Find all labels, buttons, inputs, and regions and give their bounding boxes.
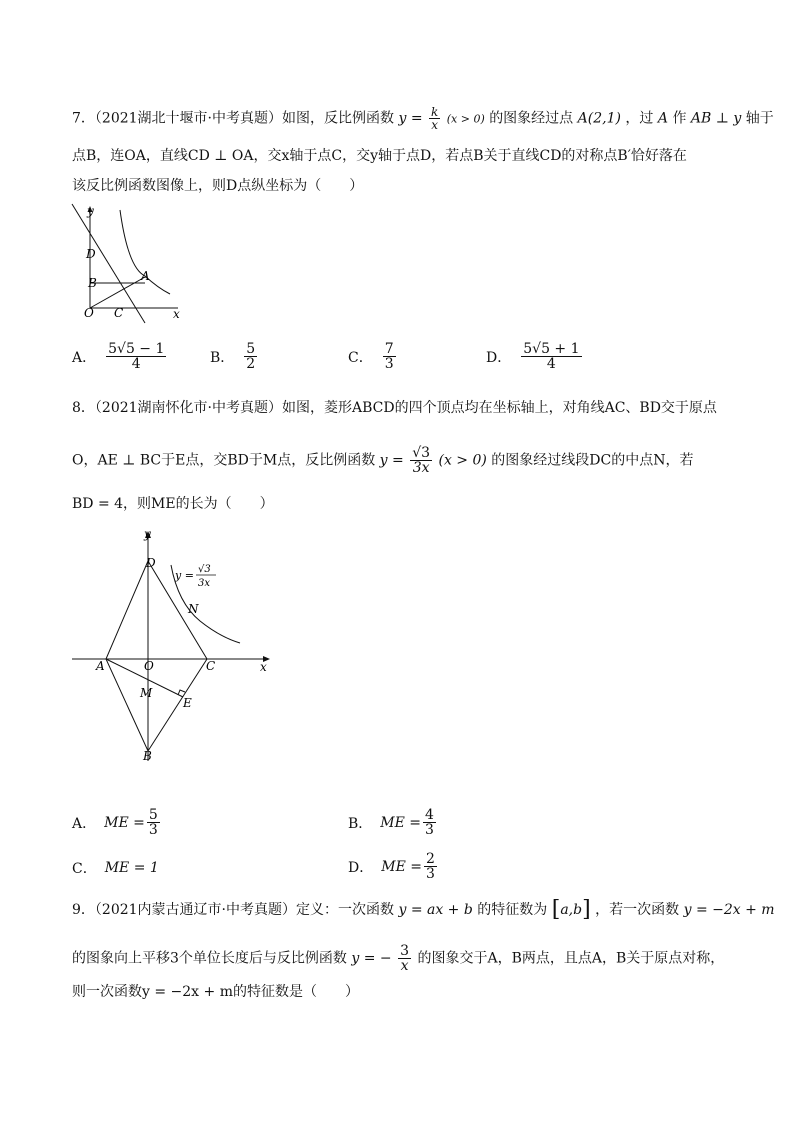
q7-option-b-fraction: [244, 342, 257, 371]
q8-label-o: O: [144, 659, 154, 673]
q7-option-a-num: 5√5 − 1: [108, 341, 165, 357]
q8-label-b: B: [143, 749, 152, 763]
q7-label-y: y: [87, 204, 94, 218]
q8-fraction-numerator: √3: [412, 445, 431, 461]
q8-option-d-prefix: ME =: [381, 858, 422, 875]
q9-linear-function: y = ax + b: [398, 902, 473, 918]
q7-stem-text: 7．（2021湖北十堰市·中考真题）如图，反比例函数: [72, 110, 394, 127]
q7-option-d-fraction: [521, 342, 581, 371]
q7-line-3: 该反比例函数图像上，则D点纵坐标为（ ）: [72, 178, 364, 194]
q8-option-c-label: C．: [72, 861, 97, 877]
q7-point-label: A: [657, 110, 668, 127]
q7-label-d: D: [86, 247, 96, 261]
q7-stem-text-2: 的图象经过点: [489, 110, 574, 127]
q7-function-fraction: [429, 106, 440, 131]
q7-label-c: C: [114, 306, 124, 320]
q8-option-a-den: 3: [148, 822, 158, 838]
q8-option-a[interactable]: [72, 808, 162, 837]
q8-function-fraction: [410, 446, 432, 475]
q8-function-label: y =: [175, 569, 194, 582]
q8-option-b-fraction: [423, 808, 436, 837]
q9-linear-function-2: y = −2x + m: [683, 902, 775, 918]
q8-label-c: C: [206, 659, 216, 673]
q7-option-b[interactable]: [210, 342, 259, 371]
q7-option-d-label: D．: [486, 349, 512, 366]
q8-option-b-num: 4: [425, 807, 434, 823]
q8-label-x: x: [260, 660, 267, 674]
q7-option-c[interactable]: [348, 342, 398, 371]
q7-line-2: 点B，连OA，直线CD ⊥ OA，交x轴于点C，交y轴于点D，若点B关于直线CD的对称点B′恰好落在: [72, 148, 687, 164]
q9-stem-text: 9．（2021内蒙古通辽市·中考真题）定义：一次函数: [72, 902, 394, 918]
q9-inverse-function: y = −: [351, 950, 392, 967]
q7-stem-text-3: ，过: [625, 110, 654, 127]
q8-stem-text-2: 的图象经过线段DC的中点N，若: [491, 452, 694, 469]
q7-option-c-fraction: [383, 342, 396, 371]
q8-label-m: M: [140, 686, 153, 700]
q8-domain-condition: (x > 0): [438, 452, 487, 469]
q7-option-a-fraction: [106, 342, 166, 371]
q8-option-a-num: 5: [148, 807, 158, 823]
q7-line-1: [72, 106, 774, 131]
q8-option-a-fraction: [147, 808, 160, 837]
q7-label-a: A: [141, 269, 150, 283]
q7-fraction-denominator: x: [431, 118, 439, 132]
q7-point-a: A(2,1): [577, 110, 621, 127]
q8-option-d-label: D．: [348, 859, 374, 876]
q7-option-c-den: 3: [384, 356, 394, 372]
q7-label-o: O: [84, 306, 94, 320]
q8-option-d[interactable]: [348, 852, 439, 881]
q7-option-c-num: 7: [384, 341, 394, 357]
q9-fraction-numerator: 3: [400, 943, 410, 959]
q7-graph: [70, 200, 200, 325]
q7-perp-expression: AB ⊥ y: [690, 110, 742, 127]
q8-label-y: y: [144, 527, 151, 541]
q7-option-b-den: 2: [246, 356, 256, 372]
q7-function-lhs: y =: [398, 110, 423, 127]
q9-feature-bracket-right: ]: [582, 897, 591, 922]
q8-rhombus: [106, 561, 207, 751]
q8-option-d-num: 2: [425, 851, 435, 867]
q9-stem-text-4: 的图象向上平移3个单位长度后与反比例函数: [72, 950, 347, 967]
q7-option-d-num: 5√5 + 1: [523, 341, 580, 357]
q8-option-a-label: A．: [72, 815, 97, 832]
q8-label-d: D: [146, 556, 156, 570]
q8-function-label-den: 3x: [198, 578, 211, 589]
q9-feature-bracket-left: [: [551, 897, 561, 922]
q7-domain-condition: (x > 0): [446, 112, 485, 126]
q7-stem-text-5: 轴于: [745, 110, 774, 127]
q7-stem-text-4: 作: [672, 110, 687, 127]
q8-option-b[interactable]: [348, 808, 438, 837]
q7-option-a-label: A．: [72, 349, 97, 366]
q7-option-b-label: B．: [210, 349, 235, 366]
q8-line-1: 8．（2021湖南怀化市·中考真题）如图，菱形ABCD的四个顶点均在坐标轴上，对角线AC、BD交于原点: [72, 400, 717, 416]
q8-fraction-denominator: 3x: [412, 460, 430, 476]
q8-option-d-den: 3: [425, 866, 435, 882]
q7-option-a-den: 4: [131, 356, 141, 372]
q7-label-x: x: [173, 307, 180, 321]
q8-stem-text: O，AE ⊥ BC于E点，交BD于M点，反比例函数: [72, 452, 376, 469]
q8-label-n: N: [188, 602, 199, 616]
q9-stem-text-5: 的图象交于A，B两点，且点A，B关于原点对称，: [417, 950, 725, 967]
q7-option-b-num: 5: [246, 341, 256, 357]
q8-option-a-prefix: ME =: [104, 814, 145, 831]
q7-option-a[interactable]: [72, 342, 168, 371]
q9-stem-text-2: 的特征数为: [477, 902, 548, 918]
q8-label-a: A: [96, 659, 105, 673]
q8-line-2: [72, 446, 693, 475]
q8-label-e: E: [183, 696, 192, 710]
q7-option-d-den: 4: [546, 356, 556, 372]
q9-feature-number: a,b: [560, 902, 583, 918]
q9-fraction-denominator: x: [400, 958, 409, 974]
q8-function-label-num: √3: [198, 564, 211, 575]
q9-line-1: [72, 897, 775, 922]
q8-function-lhs: y =: [379, 452, 404, 469]
q8-option-d-fraction: [424, 852, 437, 881]
q9-line-3: 则一次函数y = −2x + m的特征数是（ ）: [72, 984, 359, 1000]
q8-option-b-den: 3: [425, 822, 434, 838]
q9-inverse-fraction: [398, 944, 411, 973]
q9-stem-text-3: ，若一次函数: [595, 902, 680, 918]
q7-option-c-label: C．: [348, 349, 373, 366]
q7-option-d[interactable]: [486, 342, 584, 371]
q7-segment-oa: [90, 277, 145, 308]
q8-line-3: BD = 4，则ME的长为（ ）: [72, 496, 274, 512]
q8-graph: [70, 525, 280, 765]
q8-option-c[interactable]: [72, 858, 159, 878]
q8-option-b-label: B．: [348, 815, 373, 832]
q8-option-b-prefix: ME =: [380, 814, 422, 831]
q8-option-c-prefix: ME = 1: [104, 860, 159, 876]
q7-fraction-numerator: k: [431, 105, 439, 119]
q9-line-2: [72, 944, 724, 973]
q7-label-b: B: [88, 276, 97, 290]
